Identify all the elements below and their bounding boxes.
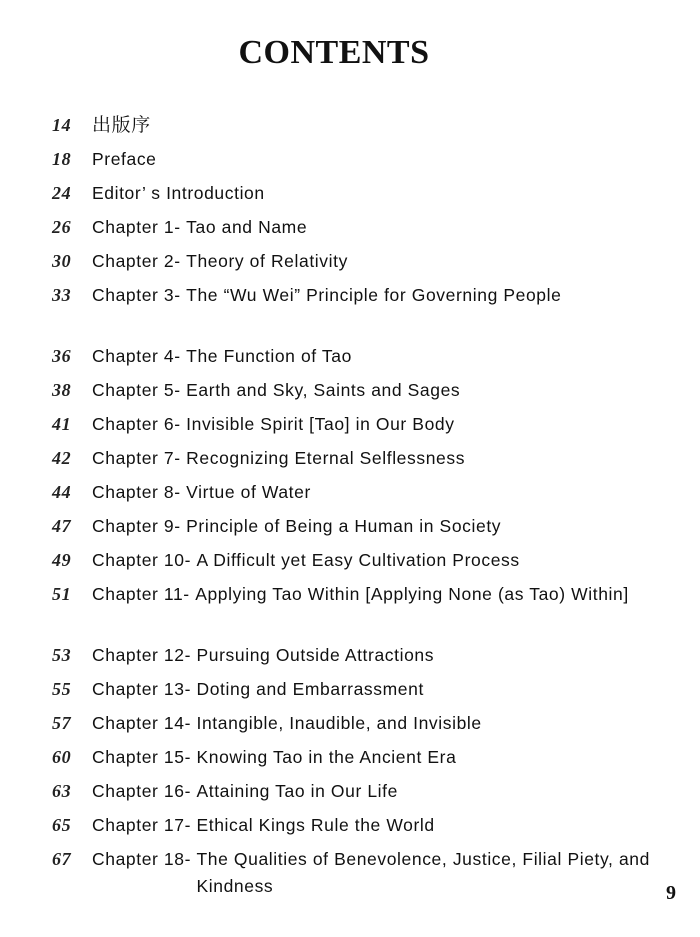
toc-entry [52, 377, 672, 404]
toc-entry-title: Principle of Being a Human in Society [186, 516, 502, 536]
toc-chapter-label: Chapter 12- [92, 645, 197, 665]
toc-page-number: 24 [52, 183, 72, 203]
toc-entry-title: Applying Tao Within [Applying None (as Tao) Within] [195, 584, 629, 604]
toc-page-number: 60 [52, 747, 72, 767]
toc-chapter-label: Chapter 3- [92, 285, 187, 305]
toc-entry-title: Virtue of Water [186, 482, 311, 502]
toc-entry-title: Knowing Tao in the Ancient Era [196, 747, 457, 767]
toc-page-number: 53 [52, 645, 72, 665]
toc-entry [52, 180, 672, 207]
toc-chapter-label: Chapter 8- [92, 482, 187, 502]
toc-chapter-label: Chapter 7- [92, 448, 187, 468]
toc-entry-title: Pursuing Outside Attractions [196, 645, 435, 665]
toc-entry [52, 778, 672, 805]
toc-entry [52, 744, 672, 771]
toc-chapter-label: Chapter 13- [92, 679, 197, 699]
toc-page-number: 33 [52, 285, 72, 305]
toc-chapter-label: Chapter 16- [92, 781, 197, 801]
toc-page-number: 55 [52, 679, 72, 699]
toc-page-number: 14 [52, 115, 72, 135]
page-title: CONTENTS [238, 34, 430, 71]
toc-entry-title: Attaining Tao in Our Life [196, 781, 398, 801]
toc-entry [52, 642, 672, 669]
table-of-contents [52, 112, 672, 900]
toc-page-number: 44 [52, 482, 72, 502]
toc-entry [52, 581, 672, 608]
toc-page-number: 42 [52, 448, 72, 468]
toc-page-number: 18 [52, 149, 72, 169]
toc-entry-title: Doting and Embarrassment [196, 679, 424, 699]
toc-entry [52, 445, 672, 472]
toc-entry [52, 146, 672, 173]
toc-entry-title: The “Wu Wei” Principle for Governing People [186, 285, 562, 305]
toc-chapter-label: Chapter 9- [92, 516, 187, 536]
toc-chapter-label: Chapter 14- [92, 713, 197, 733]
toc-page-number: 49 [52, 550, 72, 570]
toc-entry [52, 479, 672, 506]
toc-page-number: 38 [52, 380, 72, 400]
toc-page-number: 36 [52, 346, 72, 366]
toc-chapter-label: Chapter 2- [92, 251, 187, 271]
toc-entry [52, 282, 672, 309]
toc-entry-title: Earth and Sky, Saints and Sages [186, 380, 461, 400]
toc-entry-title: 出版序 [92, 115, 151, 136]
toc-entry [52, 214, 672, 241]
toc-chapter-label: Chapter 17- [92, 815, 197, 835]
toc-chapter-label: Chapter 11- [92, 584, 196, 604]
toc-chapter-label: Chapter 10- [92, 550, 197, 570]
toc-entry-title: Theory of Relativity [186, 251, 348, 271]
toc-entry [52, 547, 672, 574]
toc-entry [52, 513, 672, 540]
toc-entry [52, 343, 672, 370]
toc-page-number: 26 [52, 217, 72, 237]
toc-entry-title: Editor’ s Introduction [92, 183, 265, 203]
toc-chapter-label: Chapter 4- [92, 346, 187, 366]
toc-page-number: 30 [52, 251, 72, 271]
toc-entry-title: Tao and Name [186, 217, 308, 237]
toc-entry-title: Invisible Spirit [Tao] in Our Body [186, 414, 455, 434]
toc-chapter-label: Chapter 18- [92, 849, 197, 869]
toc-entry [52, 248, 672, 275]
toc-page-number: 63 [52, 781, 72, 801]
toc-entry-title: The Qualities of Benevolence, Justice, Filial Piety, and Kindness [196, 849, 650, 896]
toc-page-number: 65 [52, 815, 72, 835]
toc-entry [52, 710, 672, 737]
toc-entry-title: The Function of Tao [186, 346, 352, 366]
toc-page-number: 67 [52, 849, 72, 869]
toc-chapter-label: Chapter 15- [92, 747, 197, 767]
toc-chapter-label: Chapter 6- [92, 414, 187, 434]
toc-entry-title: Preface [92, 149, 157, 169]
toc-entry [52, 411, 672, 438]
toc-page-number: 57 [52, 713, 72, 733]
toc-chapter-label: Chapter 5- [92, 380, 187, 400]
toc-entry-title: Ethical Kings Rule the World [196, 815, 435, 835]
toc-chapter-label: Chapter 1- [92, 217, 187, 237]
toc-entry-title: Intangible, Inaudible, and Invisible [196, 713, 482, 733]
toc-entry [52, 676, 672, 703]
toc-entry-title: A Difficult yet Easy Cultivation Process [196, 550, 520, 570]
toc-entry-title: Recognizing Eternal Selflessness [186, 448, 466, 468]
toc-page-number: 51 [52, 584, 72, 604]
toc-entry [52, 812, 672, 839]
page-number: 9 [666, 882, 676, 904]
toc-page-number: 41 [52, 414, 72, 434]
toc-page-number: 47 [52, 516, 72, 536]
toc-entry [52, 112, 672, 139]
toc-entry [52, 846, 672, 900]
